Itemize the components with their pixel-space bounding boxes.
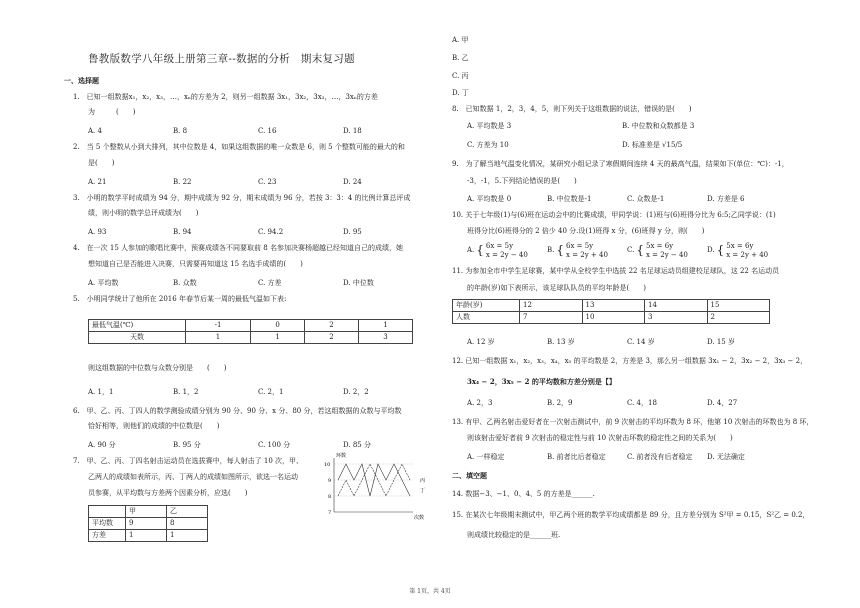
q7-line3: 员参赛，从平均数与方差两个因素分析，应选( ) — [88, 489, 248, 497]
table-header: 人数 — [453, 312, 520, 324]
table-row — [89, 506, 208, 518]
option: D. 标准差是 √15/5 — [622, 141, 683, 149]
q5-line2: 则这组数据的中位数与众数分别是 ( ) — [88, 364, 227, 372]
q11-options — [467, 338, 787, 347]
q2-line2: 是( ) — [88, 159, 115, 167]
q3-line1: 3. 小明的数学平时成绩为 94 分，期中成绩为 92 分，期末成绩为 96 分，若按 3：3：4 的比例计算总评成 — [73, 194, 411, 202]
tick-label: 8 — [328, 494, 332, 500]
option — [707, 242, 787, 260]
q1-line2: 为 ( ) — [88, 108, 136, 116]
table-cell: 1 — [186, 332, 251, 344]
brace-icon: { — [636, 243, 644, 258]
q12-options — [467, 399, 787, 408]
q9-options — [467, 195, 787, 204]
q8-options-row2 — [467, 141, 777, 150]
q13-line1: 13. 有甲、乙两名射击爱好者在一次射击测试中，前 9 次射击的平均环数为 8 环，他第 10 次射击的环数也为 8 环， — [452, 418, 814, 426]
q8-options-row1 — [467, 122, 777, 131]
option: C. 前者没有后者稳定 — [627, 453, 693, 461]
q7-line-chart — [318, 452, 433, 522]
tick-label: 10 — [324, 462, 331, 468]
equation: x = 2y − 40 — [485, 250, 528, 259]
q10-options — [467, 242, 787, 260]
table-cell: 1 — [251, 332, 305, 344]
option: D. 18 — [343, 127, 362, 135]
table-row — [453, 300, 770, 312]
q3-line2: 绩，则小明的数学总评成绩为( ) — [88, 209, 199, 217]
option: B. 8 — [173, 127, 188, 135]
option: A. 21 — [88, 178, 107, 186]
table-header: 乙 — [167, 506, 208, 518]
table-cell: 3 — [359, 332, 413, 344]
table-cell: 13 — [582, 300, 645, 312]
table-cell: 0 — [251, 320, 305, 332]
q5-line1: 5. 小明同学统计了他所在 2016 年春节后某一周的最低气温如下表: — [73, 295, 287, 303]
option: B. 中位数和众数都是 3 — [622, 122, 695, 130]
series-line-bing — [338, 464, 410, 496]
y-axis-label: 环数 — [336, 453, 347, 459]
table-cell: 3 — [645, 312, 708, 324]
table-cell: 8 — [167, 518, 208, 530]
q10-line1: 10. 关于七年级(1)与(6)班在运动会中的比赛成绩，甲同学说：(1)班与(6)班得分比为 6:5;乙同学说：(1) — [452, 211, 776, 219]
table-row — [453, 312, 770, 324]
equation: x = 2y + 40 — [726, 250, 769, 259]
option: B. 中位数是-1 — [547, 195, 592, 203]
option: B. 95 分 — [173, 441, 201, 449]
table-cell: 1 — [359, 320, 413, 332]
q7-option-b: B. 乙 — [452, 54, 469, 62]
section-heading-choice: 一、选择题 — [64, 76, 99, 85]
q13-options — [467, 453, 787, 462]
option: A. 平均数 — [88, 279, 119, 287]
table-row — [89, 332, 413, 344]
option: B. 2，9 — [547, 399, 573, 407]
table-cell: 15 — [707, 300, 770, 312]
option: D. 24 — [343, 178, 362, 186]
equation: 5x = 6y — [726, 242, 754, 250]
option: A. 一样稳定 — [467, 453, 505, 461]
table-header: 最低气温(℃) — [89, 320, 186, 332]
table-cell: 平均数 — [89, 518, 126, 530]
brace-icon: { — [716, 243, 725, 258]
q7-option-d: D. 丁 — [452, 89, 469, 97]
option: A. 93 — [88, 228, 107, 236]
q14: 14. 数据−3、−1、0、4、5 的方差是______. — [452, 490, 595, 498]
tick-label: 7 — [328, 510, 332, 516]
option: D. 中位数 — [343, 279, 374, 287]
q1-line1: 1. 已知一组数据x₁，x₂，x₃，…，xₙ的方差为 2，则另一组数据 3x₁，3x₂，3x₃，…，3xₙ的方差 — [73, 93, 378, 101]
option: C. 23 — [258, 178, 277, 186]
option: B. 94 — [173, 228, 192, 236]
option: D. 95 — [343, 228, 362, 236]
table-row — [89, 320, 413, 332]
option: D. 85 分 — [343, 441, 371, 449]
q3-options — [88, 228, 428, 237]
q6-options — [88, 441, 428, 450]
q6-line1: 6. 甲、乙、丙、丁四人的数学测验成绩分别为 90 分、90 分、x 分、80 分，若这组数据的众数与平均数 — [73, 407, 402, 415]
q4-line2: 想知道自己是否能进入决赛，只需要再知道这 15 名选手成绩的( ) — [88, 260, 303, 268]
q10-line2: 班得分比(6)班得分的 2 倍少 40 分.设(1)班得 x 分，(6)班得 y 分，则( ) — [467, 227, 705, 235]
option: C. 方差 — [258, 279, 282, 287]
table-cell: 2 — [707, 312, 770, 324]
option — [547, 242, 627, 260]
table-header: 年龄(岁) — [453, 300, 520, 312]
option: A. 12 岁 — [467, 338, 495, 346]
tick-label: 9 — [328, 478, 332, 484]
q5-options — [88, 388, 428, 397]
table-header: 甲 — [126, 506, 167, 518]
option: A. 1，1 — [88, 388, 114, 396]
equation-system — [646, 242, 688, 260]
option: D. 2，2 — [343, 388, 369, 396]
option: A. 平均数是 0 — [467, 195, 512, 203]
q12-line1: 12. 已知一组数据 x₁，x₂，x₃，x₄，x₅ 的平均数是 2，方差是 3，那么另一组数据 3x₁ − 2，3x₂ − 2，3x₃ − 2， — [452, 357, 808, 365]
option: C. 方差为 10 — [467, 141, 509, 149]
option: D. 方差是 6 — [707, 195, 745, 203]
q15-line2: 则成绩比较稳定的是______班. — [467, 531, 561, 539]
option: C. 4，18 — [627, 399, 657, 407]
table-cell: 9 — [126, 518, 167, 530]
option: B. 前者比后者稳定 — [547, 453, 606, 461]
brace-icon: { — [556, 243, 565, 258]
q7-score-table — [88, 505, 208, 542]
table-cell: 1 — [167, 530, 208, 542]
table-cell: 12 — [520, 300, 583, 312]
table-cell — [89, 506, 126, 518]
q5-temperature-table — [88, 319, 413, 344]
x-axis-label: 次数 — [414, 515, 425, 521]
option: B. 13 岁 — [547, 338, 575, 346]
q11-age-table — [452, 299, 770, 324]
option: B. 1，2 — [173, 388, 199, 396]
q7-line2: 乙两人的成绩如表所示，丙、丁两人的成绩如图所示，欲选一名运动 — [88, 473, 298, 481]
legend-entry: 丙 — [420, 478, 426, 484]
option-key: B. — [547, 246, 555, 255]
table-cell: 14 — [645, 300, 708, 312]
table-cell: -1 — [186, 320, 251, 332]
equation: 6x = 5y — [485, 242, 514, 250]
equation: 5x = 6y — [645, 242, 674, 250]
option: D. 15 岁 — [707, 338, 735, 346]
q9-line2: -3，-1，5.下列结论错误的是( ) — [467, 177, 577, 185]
equation: x = 2y − 40 — [645, 250, 688, 259]
q12-line2: 3x₄ − 2，3x₅ − 2 的平均数和方差分别是【】 — [467, 377, 616, 386]
option: C. 众数是-1 — [627, 195, 665, 203]
table-row — [89, 530, 208, 542]
q8-line1: 8. 已知数据 1，2，3，4，5，则下列关于这组数据的说法，错误的是( ) — [452, 105, 692, 113]
option: C. 100 分 — [258, 441, 291, 449]
option: C. 16 — [258, 127, 277, 135]
table-cell: 2 — [305, 332, 359, 344]
option: C. 94.2 — [258, 228, 284, 236]
equation-system — [726, 242, 768, 260]
q7-option-a: A. 甲 — [452, 36, 469, 44]
option: D. 无法确定 — [707, 453, 745, 461]
q4-options — [88, 279, 428, 288]
option-key: A. — [467, 246, 475, 255]
table-cell: 2 — [305, 320, 359, 332]
table-cell: 方差 — [89, 530, 126, 542]
option: B. 众数 — [173, 279, 197, 287]
q1-options — [88, 127, 428, 136]
q11-line1: 11. 为参加全市中学生足球赛，某中学从全校学生中选拔 22 名足球运动员组建校足球队，这 22 名运动员 — [452, 267, 780, 275]
option: D. 4，27 — [707, 399, 738, 407]
option: A. 4 — [88, 127, 102, 135]
brace-icon: { — [476, 243, 484, 258]
option: C. 2，1 — [258, 388, 284, 396]
option-key: D. — [707, 246, 715, 255]
q7-option-c: C. 丙 — [452, 72, 469, 80]
table-row — [89, 518, 208, 530]
option — [627, 242, 707, 260]
option: A. 平均数是 3 — [467, 122, 512, 130]
q15-line1: 15. 在某次七年级期末测试中，甲乙两个班的数学平均成绩都是 89 分，且方差分别为 S²甲 = 0.15，S²乙 = 0.2， — [452, 511, 810, 519]
equation-system — [566, 242, 608, 260]
q9-line1: 9. 为了解当地气温变化情况，某研究小组记录了寒假期间连续 4 天的最高气温，结果如下(单位：℃)：-1， — [452, 160, 789, 168]
option: A. 2，3 — [467, 399, 493, 407]
q2-options — [88, 178, 428, 187]
table-cell: 10 — [582, 312, 645, 324]
table-cell: 7 — [520, 312, 583, 324]
q2-line1: 2. 当 5 个整数从小到大排列，其中位数是 4，如果这组数据的唯一众数是 6，则 5 个整数可能的最大的和 — [73, 143, 405, 151]
page-footer: 第 1页，共 4页 — [409, 588, 451, 595]
table-cell: 1 — [126, 530, 167, 542]
option: A. 90 分 — [88, 441, 116, 449]
q13-line2: 则该射击爱好者前 9 次射击的稳定性与前 10 次射击环数的稳定性之间的关系为( ) — [467, 434, 733, 442]
table-header: 天数 — [89, 332, 186, 344]
q7-line1: 7. 甲、乙、丙、丁四名射击运动员在选拔赛中，每人射击了 10 次，甲、 — [73, 457, 304, 465]
option — [467, 242, 547, 260]
q4-line1: 4. 在一次 15 人参加的歌唱比赛中，预赛成绩各不同要取前 8 名参加决赛杨超越已经知道自己的成绩，她 — [73, 244, 403, 252]
page-title: 鲁教版数学八年级上册第三章--数据的分析 期末复习题 — [88, 53, 355, 65]
equation: 6x = 5y — [566, 242, 594, 250]
equation-system — [486, 242, 528, 260]
option-key: C. — [627, 246, 635, 255]
section-heading-fill: 二、填空题 — [452, 471, 487, 480]
q11-line2: 的年龄(岁)如下表所示，该足球队队员的平均年龄是( ) — [467, 284, 646, 292]
q6-line2: 恰好相等，则他们的成绩的中位数是( ) — [88, 422, 220, 430]
option: C. 14 岁 — [627, 338, 655, 346]
legend-entry: 丁 — [420, 488, 426, 494]
option: B. 22 — [173, 178, 192, 186]
equation: x = 2y + 40 — [566, 250, 608, 259]
